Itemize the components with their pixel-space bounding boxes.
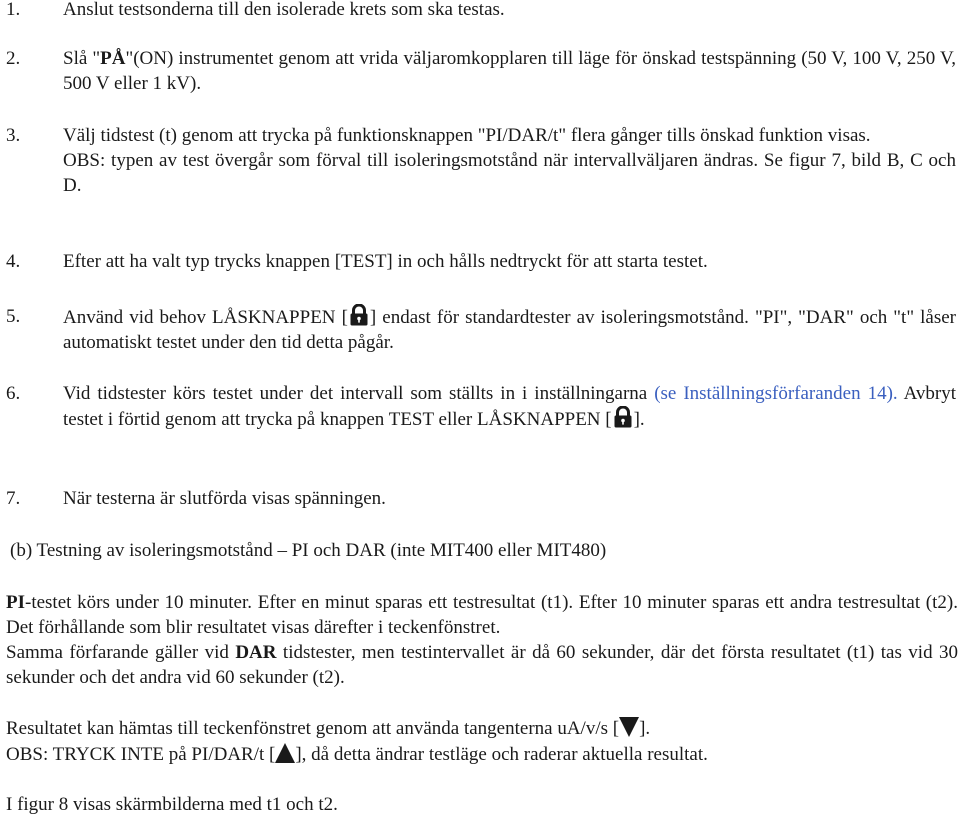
step-text-part: Vid tidstester körs testet under det intervall som ställts in i inställningarna (63, 383, 648, 404)
step-text-part: Avbryt testet i förtid genom att trycka på knappen TEST eller LÅSKNAPPEN [ (63, 383, 957, 430)
triangle-down-icon (619, 716, 639, 745)
step-text: Efter att ha valt typ trycks knappen [TEST] in och hålls nedtryckt för att starta testet. (63, 251, 708, 272)
step-number: 1. (6, 0, 21, 20)
pi-paragraph (6, 590, 958, 640)
pi-text: -testet körs under 10 minuter. Efter en minut sparas ett testresultat (t1). Efter 10 minuter sparas ett andra testresultat (t2). Det förhållande som blir resultatet visas därefter i teckenfönstret. (6, 592, 958, 638)
step-1 (6, 0, 956, 22)
step-text-part: Använd vid behov LÅSKNAPPEN [ (63, 307, 348, 328)
dar-strong: DAR (235, 642, 277, 663)
result-text: Resultatet kan hämtas till teckenfönstret genom att använda tangenterna uA/v/s [ (6, 718, 620, 739)
warning-text: OBS: TRYCK INTE på PI/DAR/t [ (6, 744, 276, 765)
dar-text: Samma förfarande gäller vid (6, 642, 229, 663)
step-text-part: ]. (633, 409, 645, 430)
step-text: Välj tidstest (t) genom att trycka på funktionsknappen "PI/DAR/t" flera gånger tills önskad funktion visas. (63, 125, 871, 146)
step-text (63, 304, 956, 355)
step-5 (6, 304, 956, 355)
step-text (63, 46, 956, 96)
result-line (6, 716, 958, 745)
warning-text: ], då detta ändrar testläge och raderar aktuella resultat. (295, 744, 708, 765)
warning-line (6, 742, 958, 771)
settings-link[interactable]: (se Inställningsförfaranden 14). (654, 383, 898, 404)
step-number: 6. (6, 383, 21, 404)
step-3 (6, 123, 956, 198)
step-4 (6, 249, 956, 274)
lock-icon (349, 304, 369, 326)
step-number: 7. (6, 488, 21, 509)
step-text: Anslut testsonderna till den isolerade krets som ska testas. (63, 0, 505, 20)
step-number: 5. (6, 306, 21, 327)
step-note: OBS: typen av test övergår som förval till isoleringsmotstånd när intervallväljaren ändras. Se figur 7, bild B, C och D. (63, 150, 956, 196)
figure-note: I figur 8 visas skärmbilderna med t1 och t2. (6, 794, 338, 815)
step-text-part: ] endast för standardtester av isoleringsmotstånd. "PI", "DAR" och "t" låser automatiskt testet under den tid detta pågår. (63, 307, 956, 353)
step-number: 4. (6, 251, 21, 272)
step-strong: PÅ (100, 48, 126, 69)
step-text-part: Slå " (63, 48, 101, 69)
step-2 (6, 46, 956, 96)
lock-icon (613, 406, 633, 428)
step-7 (6, 486, 956, 511)
result-text: ]. (639, 718, 651, 739)
step-text-part: "(ON) instrumentet genom att vrida väljaromkopplaren till läge för önskad testspänning (50 V, 100 V, 250 V, 500 V eller 1 kV). (63, 48, 956, 94)
step-number: 2. (6, 48, 21, 69)
pi-strong: PI (6, 592, 25, 613)
step-number: 3. (6, 125, 21, 146)
dar-paragraph (6, 640, 958, 690)
section-heading: (b) Testning av isoleringsmotstånd – PI och DAR (inte MIT400 eller MIT480) (10, 540, 607, 561)
step-6 (6, 381, 956, 432)
step-text: När testerna är slutförda visas spänningen. (63, 488, 386, 509)
dar-text: tidstester, men testintervallet är då 60 sekunder, där det första resultatet (t1) tas vid 30 sekunder och det andra vid 60 sekunder (t2). (6, 642, 958, 688)
triangle-up-icon (275, 742, 295, 771)
step-text (63, 381, 956, 432)
